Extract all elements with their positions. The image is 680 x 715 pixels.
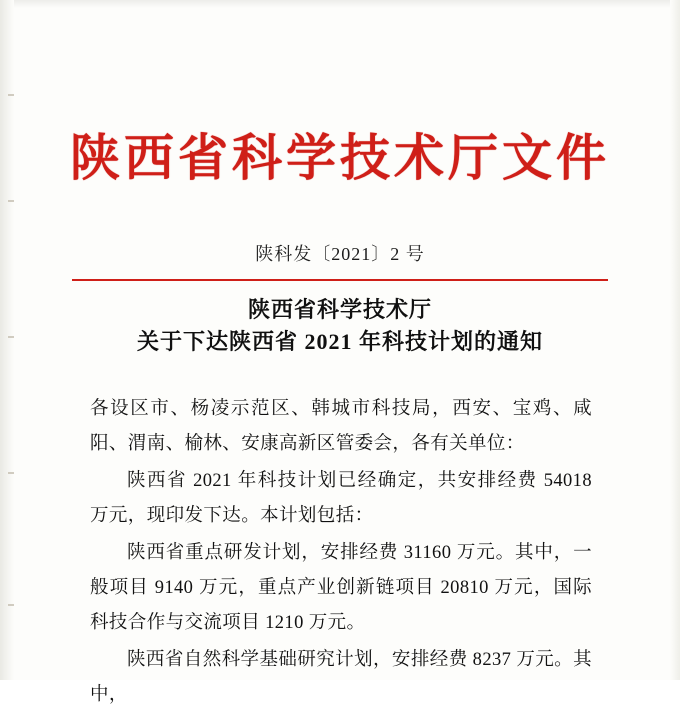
body-paragraph-natural-science-plan: 陕西省自然科学基础研究计划，安排经费 8237 万元。其中， xyxy=(90,650,592,705)
red-divider-rule xyxy=(72,279,608,281)
body-paragraph-recipients: 各设区市、杨凌示范区、韩城市科技局，西安、宝鸡、咸阳、渭南、榆林、安康高新区管委会，各有关单位： xyxy=(90,399,592,454)
heading-line-issuer: 陕西省科学技术厅 xyxy=(247,297,432,322)
document-heading xyxy=(0,294,680,358)
document-number: 陕科发〔2021〕2 号 xyxy=(255,244,425,264)
body-paragraph-key-rnd-plan: 陕西省重点研发计划，安排经费 31160 万元。其中，一般项目 9140 万元，重点产业创新链项目 20810 万元，国际科技合作与交流项目 1210 万元。 xyxy=(90,543,592,633)
body-paragraph-summary: 陕西省 2021 年科技计划已经确定，共安排经费 54018 万元，现印发下达。本计划包括： xyxy=(90,471,592,526)
document-body xyxy=(90,392,592,715)
document-title: 陕西省科学技术厅文件 xyxy=(70,130,610,186)
heading-line-subject: 关于下达陕西省 2021 年科技计划的通知 xyxy=(136,329,543,354)
